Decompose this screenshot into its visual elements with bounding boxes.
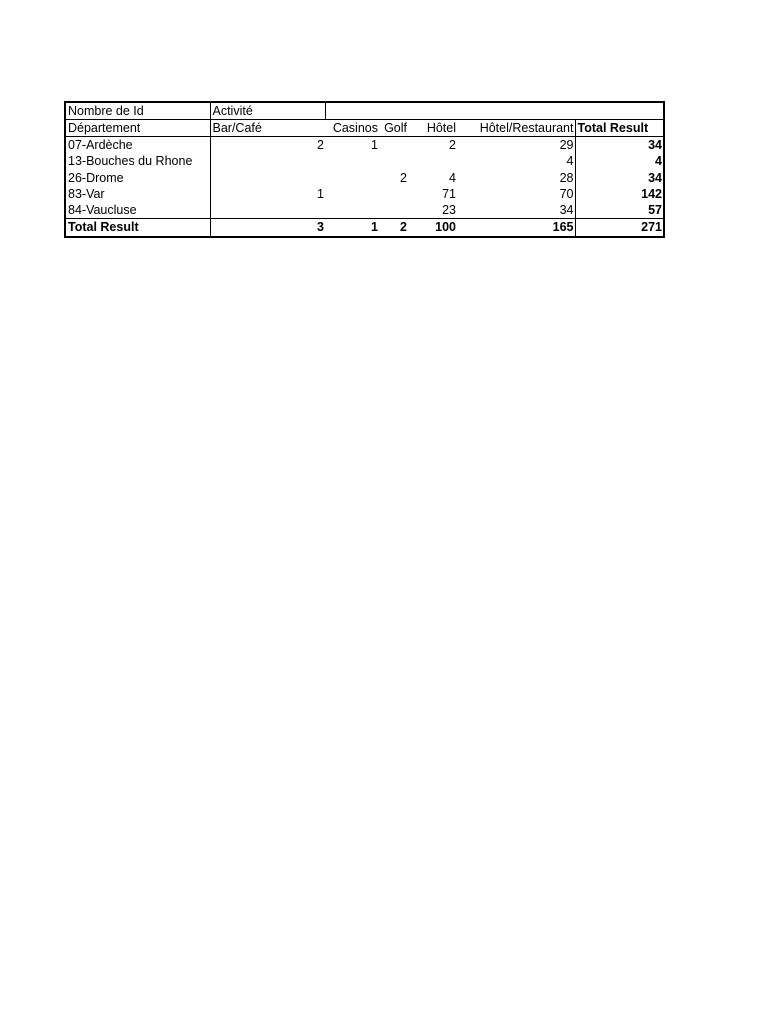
cell-hotel[interactable]: 71 [442,186,456,201]
row-field-label[interactable]: Département [68,121,141,136]
row-label[interactable]: 83-Var [68,186,105,201]
row-label[interactable]: 07-Ardèche [65,137,210,154]
cell-hotel[interactable]: 2 [408,137,457,154]
row-label[interactable]: 26-Drome [68,170,124,185]
pivot-table [64,101,665,238]
cell-golf[interactable] [379,186,408,202]
cell-casinos[interactable] [325,170,379,186]
total-casinos[interactable]: 1 [325,219,379,237]
cell-casinos[interactable] [325,186,379,202]
cell-row-total[interactable]: 57 [575,202,664,219]
column-header-hotel[interactable]: Hôtel [426,121,456,136]
total-hotel[interactable]: 100 [408,219,457,237]
row-label[interactable]: 13-Bouches du Rhone [68,154,193,169]
cell-golf[interactable]: 2 [400,170,407,185]
pivot-header-row-1 [65,102,664,120]
grand-total-row [65,219,664,237]
cell-casinos[interactable] [325,154,379,170]
table-row [65,170,664,186]
cell-hotel-restaurant[interactable]: 29 [457,137,575,154]
grand-total-label[interactable]: Total Result [65,219,210,237]
cell-hotel-restaurant[interactable]: 4 [566,154,574,169]
cell-golf[interactable] [379,137,408,154]
cell-row-total[interactable]: 142 [575,186,664,202]
cell-row-total[interactable]: 4 [575,154,664,170]
table-row [65,154,664,170]
cell-hotel-restaurant[interactable]: 28 [559,170,574,185]
cell-bar-cafe[interactable] [210,202,325,219]
cell-hotel[interactable]: 23 [442,202,456,217]
cell-bar-cafe[interactable]: 1 [210,186,325,202]
cell-hotel[interactable]: 4 [449,170,456,185]
table-row [65,202,664,219]
total-golf[interactable]: 2 [379,219,408,237]
column-header-total[interactable]: Total Result [575,120,664,137]
data-field-label[interactable]: Nombre de Id [65,102,210,120]
row-label[interactable]: 84-Vaucluse [68,202,137,217]
column-header-casinos[interactable]: Casinos [332,121,378,136]
cell-golf[interactable] [379,154,408,170]
cell-bar-cafe[interactable] [210,154,325,170]
total-hotel-restaurant[interactable]: 165 [457,219,575,237]
column-header-hotel-restaurant[interactable]: Hôtel/Restaurant [479,121,574,136]
table-row [65,137,664,154]
total-bar-cafe[interactable]: 3 [210,219,325,237]
column-header-bar-cafe[interactable]: Bar/Café [210,120,325,137]
cell-hotel[interactable] [408,154,457,170]
column-field-label[interactable]: Activité [210,102,325,120]
cell-hotel-restaurant[interactable]: 70 [559,186,574,201]
table-row [65,186,664,202]
pivot-header-row-2 [65,120,664,137]
grand-total-value[interactable]: 271 [575,219,664,237]
cell-row-total[interactable]: 34 [575,137,664,154]
column-header-golf[interactable]: Golf [384,121,407,136]
spreadsheet-area [64,101,665,238]
cell-bar-cafe[interactable] [210,170,325,186]
cell-bar-cafe[interactable]: 2 [210,137,325,154]
cell-row-total[interactable]: 34 [575,170,664,186]
cell-golf[interactable] [379,202,408,219]
cell-hotel-restaurant[interactable]: 34 [559,202,574,217]
cell-casinos[interactable] [325,202,379,219]
cell-casinos[interactable]: 1 [325,137,379,154]
column-field-blank-cell[interactable] [325,102,664,120]
